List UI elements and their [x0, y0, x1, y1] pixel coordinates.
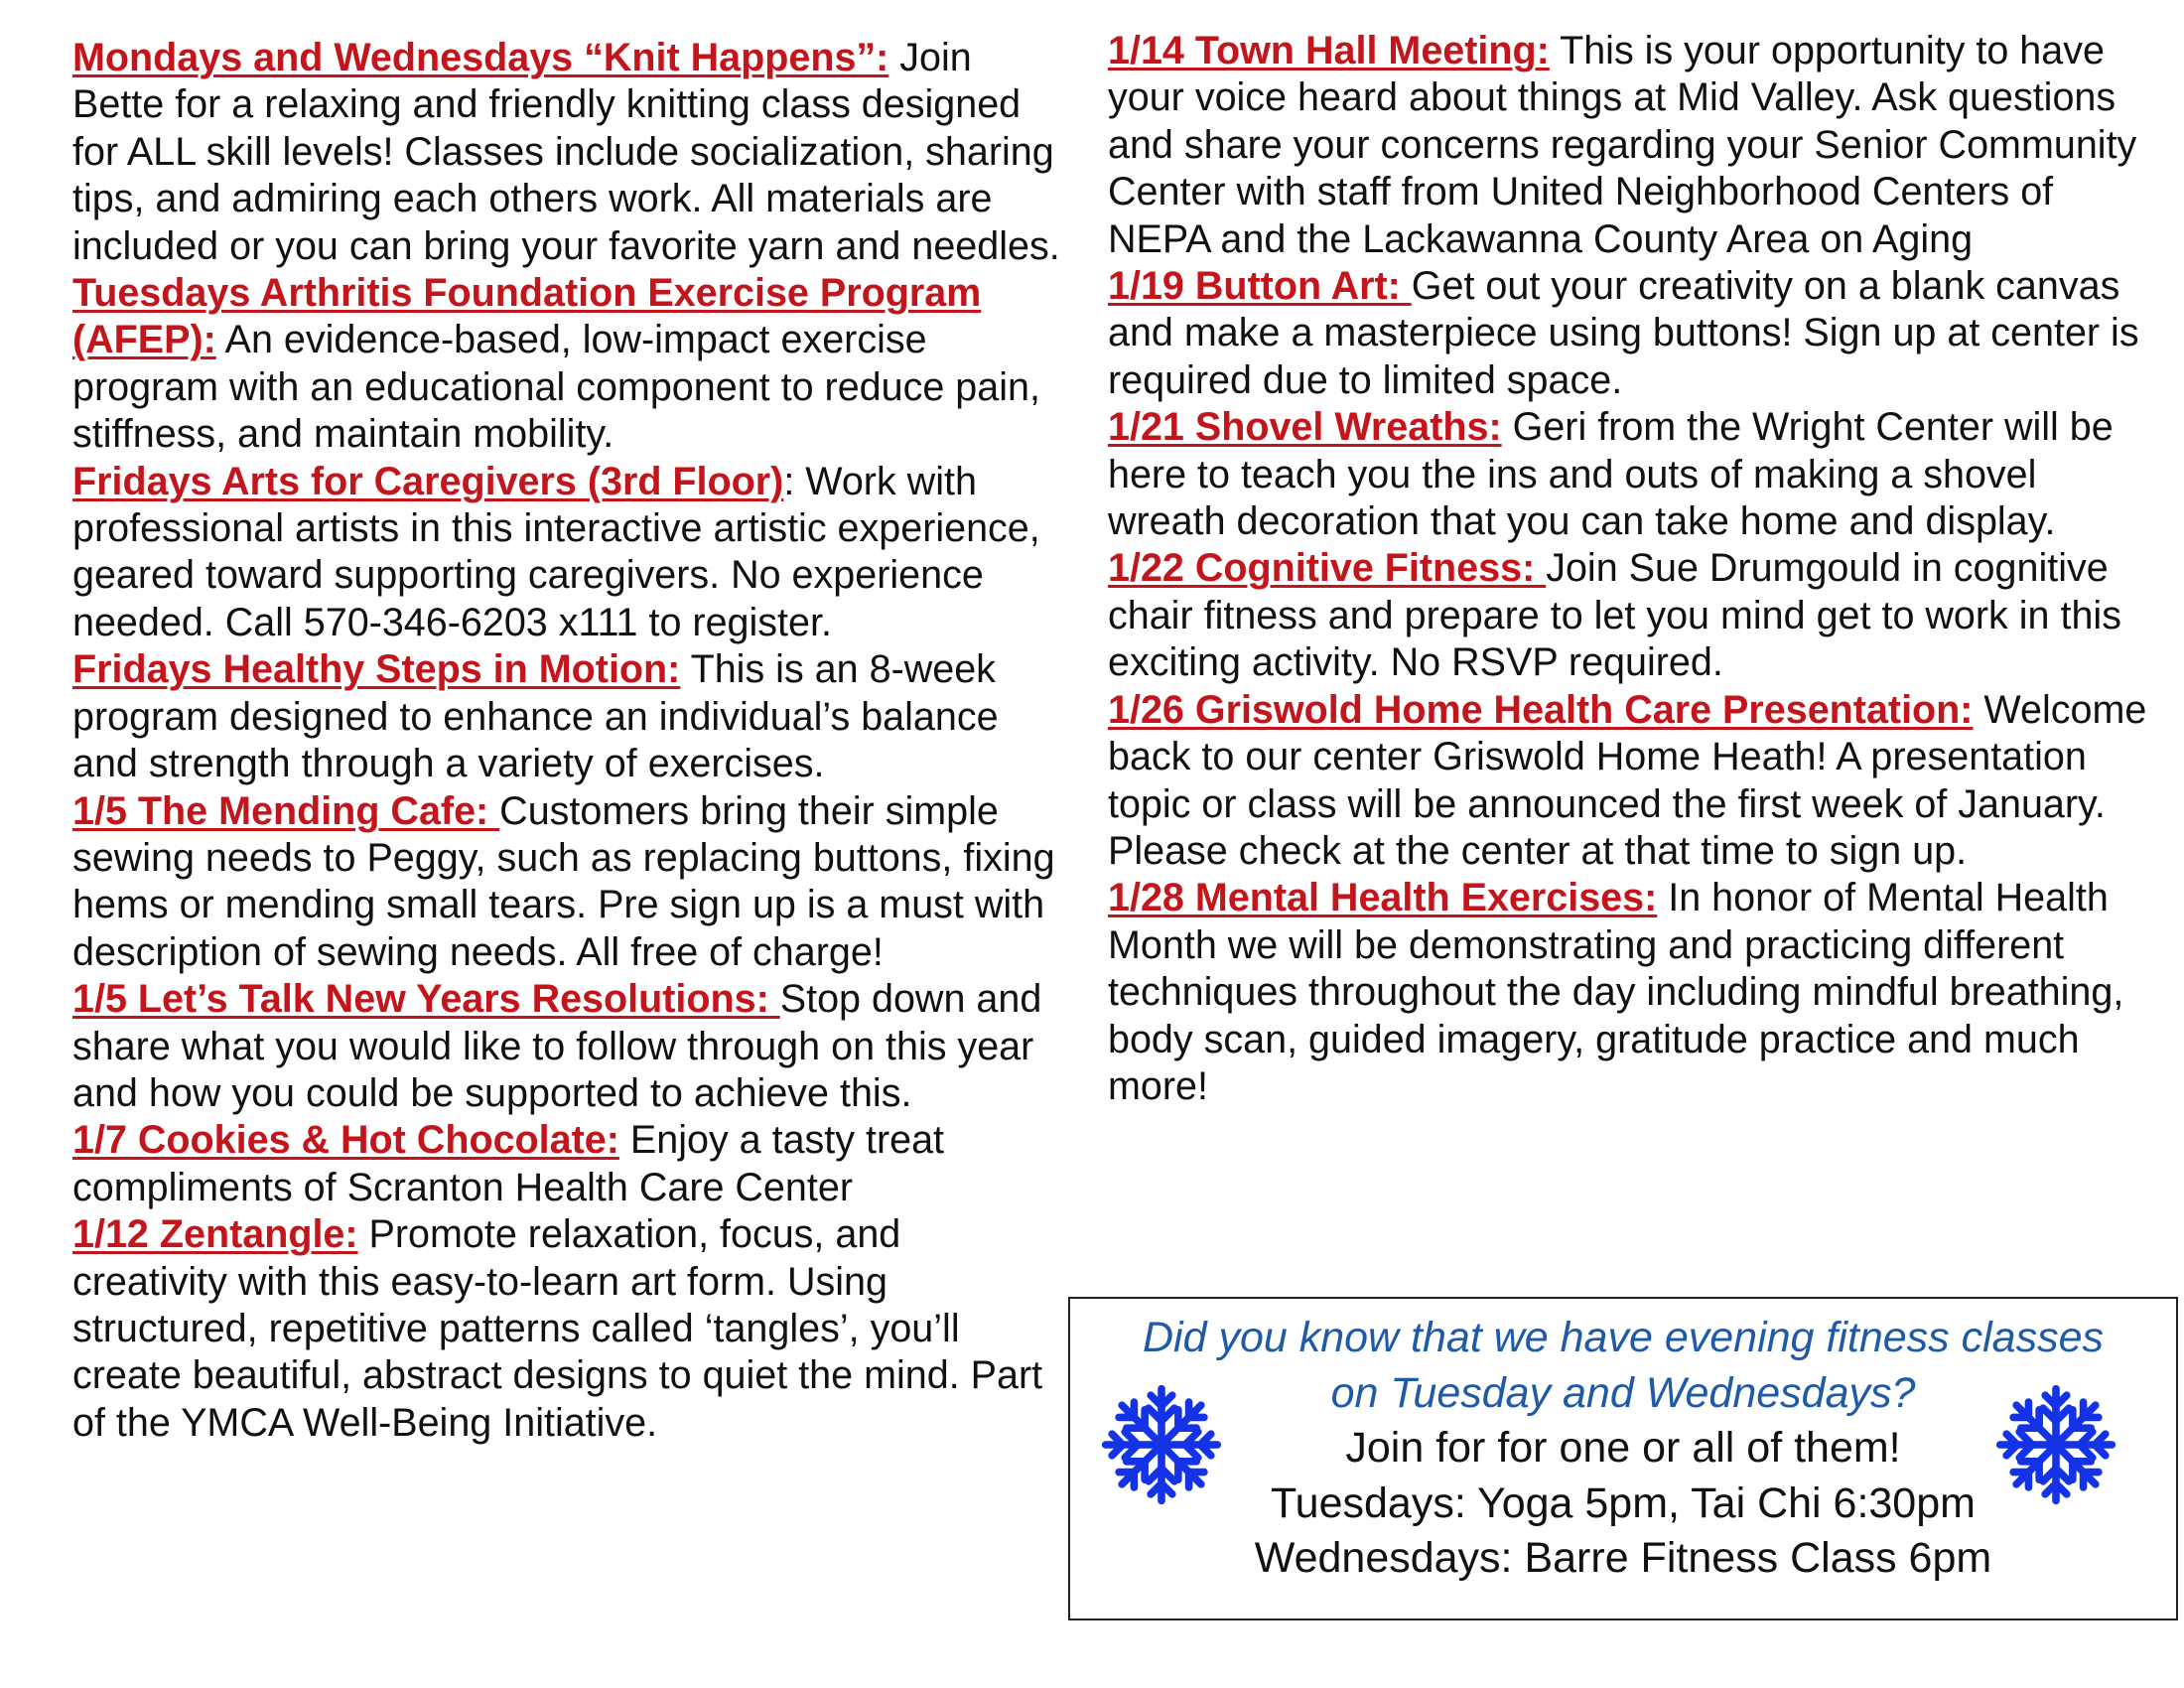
- event-mending-cafe: [72, 788, 1065, 977]
- evening-fitness-info-box: [1068, 1297, 2178, 1620]
- event-button-art: [1108, 263, 2160, 404]
- event-description: In honor of Mental Health Month we will be demonstrating and practicing different techniques throughout the day including mindful breathing, body scan, guided imagery, gratitude practice and much more!: [1108, 876, 2124, 1108]
- info-wednesday-schedule: Wednesdays: Barre Fitness Class 6pm: [1254, 1534, 1992, 1582]
- event-title: Tuesdays Arthritis Foundation Exercise Program (AFEP):: [72, 271, 982, 362]
- event-town-hall-meeting: [1108, 28, 2160, 263]
- event-description: An evidence-based, low-impact exercise program with an educational component to reduce pain, stiffness, and maintain mobility.: [72, 318, 1040, 457]
- event-description: Geri from the Wright Center will be here to teach you the ins and outs of making a shovel wreath decoration that you can take home and display.: [1108, 405, 2114, 544]
- event-title: 1/22 Cognitive Fitness:: [1108, 546, 1547, 591]
- event-title: Fridays Healthy Steps in Motion:: [72, 647, 681, 692]
- event-afep: [72, 270, 1065, 459]
- event-title: 1/5 The Mending Cafe:: [72, 788, 500, 833]
- event-title: 1/7 Cookies & Hot Chocolate:: [72, 1118, 619, 1163]
- event-new-years-resolutions: [72, 976, 1065, 1117]
- event-healthy-steps: [72, 646, 1065, 787]
- event-griswold-presentation: [1108, 687, 2160, 876]
- event-title: 1/26 Griswold Home Health Care Presentation:: [1108, 687, 1974, 732]
- event-description: Promote relaxation, focus, and creativity with this easy-to-learn art form. Using structured, repetitive patterns called ‘tangles’, you’ll create beautiful, abstract designs to quiet the mind. Part of the YMCA Well-Being Initiative.: [72, 1212, 1043, 1445]
- right-column: [1108, 28, 2160, 1110]
- event-description: Enjoy a tasty treat compliments of Scranton Health Care Center: [72, 1118, 945, 1209]
- event-title: Mondays and Wednesdays “Knit Happens”:: [72, 36, 889, 79]
- event-description: Stop down and share what you would like to follow through on this year and how you could be supported to achieve this.: [72, 977, 1042, 1115]
- info-box-text: [1070, 1311, 2176, 1587]
- event-title: Fridays Arts for Caregivers (3rd Floor): [72, 459, 784, 503]
- event-title: 1/5 Let’s Talk New Years Resolutions:: [72, 977, 780, 1022]
- event-title: 1/12 Zentangle:: [72, 1212, 358, 1257]
- event-description: Join Bette for a relaxing and friendly knitting class designed for ALL skill levels! Classes include socialization, sharing tips, and admiring each others work. All materials are included or you can bring your favorite yarn and needles.: [72, 36, 1060, 268]
- left-column: [72, 35, 1065, 1447]
- event-description: Customers bring their simple sewing needs to Peggy, such as replacing buttons, fixing hems or mending small tears. Pre sign up is a must with description of sewing needs. All free of charge!: [72, 788, 1055, 974]
- event-title: 1/14 Town Hall Meeting:: [1108, 29, 1550, 72]
- event-description: Join Sue Drumgould in cognitive chair fitness and prepare to let you mind get to work in this exciting activity. No RSVP required.: [1108, 546, 2121, 685]
- event-cognitive-fitness: [1108, 545, 2160, 686]
- event-arts-for-caregivers: [72, 459, 1065, 647]
- event-title: 1/21 Shovel Wreaths:: [1108, 405, 1502, 450]
- event-cookies-hot-chocolate: [72, 1117, 1065, 1211]
- info-invite-line: Join for for one or all of them!: [1345, 1424, 1901, 1472]
- event-description: Get out your creativity on a blank canvas and make a masterpiece using buttons! Sign up at center is required due to limited space.: [1108, 264, 2139, 402]
- event-shovel-wreaths: [1108, 404, 2160, 545]
- event-zentangle: [72, 1211, 1065, 1447]
- event-mental-health-exercises: [1108, 875, 2160, 1110]
- event-knit-happens: [72, 35, 1065, 270]
- event-description: This is an 8-week program designed to enhance an individual’s balance and strength through a variety of exercises.: [72, 647, 999, 786]
- event-description: Welcome back to our center Griswold Home Heath! A presentation topic or class will be announced the first week of January. Please check at the center at that time to sign up.: [1108, 687, 2147, 873]
- event-title: 1/28 Mental Health Exercises:: [1108, 876, 1658, 920]
- event-title: 1/19 Button Art:: [1108, 264, 1412, 309]
- info-question-line-2: on Tuesday and Wednesdays?: [1330, 1368, 1916, 1417]
- info-question-line-1: Did you know that we have evening fitness classes: [1142, 1314, 2105, 1361]
- info-tuesday-schedule: Tuesdays: Yoga 5pm, Tai Chi 6:30pm: [1271, 1478, 1976, 1527]
- event-description: This is your opportunity to have your voice heard about things at Mid Valley. Ask questions and share your concerns regarding your Senior Community Center with staff from United Neighborhood Centers of NEPA and the Lackawanna County Area on Aging: [1108, 29, 2137, 261]
- event-description: : Work with professional artists in this interactive artistic experience, geared toward supporting caregivers. No experience needed. Call 570-346-6203 x111 to register.: [72, 459, 1040, 644]
